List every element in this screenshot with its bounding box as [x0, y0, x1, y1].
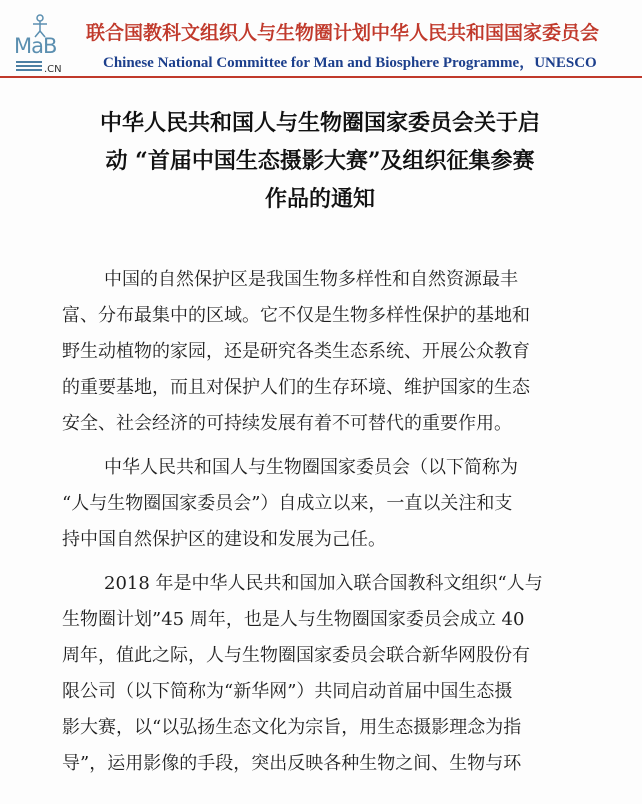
text-line: 生物圈计划”45 周年，也是人与生物圈国家委员会成立 40: [62, 609, 525, 630]
text-line: 持中国自然保护区的建设和发展为己任。: [62, 529, 386, 550]
text-line: 限公司（以下简称为“新华网”）共同启动首届中国生态摄: [62, 681, 513, 702]
title-line: 中华人民共和国人与生物圈国家委员会关于启: [99, 110, 540, 136]
paragraph-2: [62, 450, 592, 558]
text-line: 周年，值此之际，人与生物圈国家委员会联合新华网股份有: [62, 645, 530, 666]
text-line: 富、分布最集中的区域。它不仅是生物多样性保护的基地和: [62, 305, 530, 326]
text-line: 2018 年是中华人民共和国加入联合国教科文组织“人与: [104, 573, 543, 594]
notice-title: [40, 104, 600, 218]
text-line: 导”，运用影像的手段，突出反映各种生物之间、生物与环: [62, 753, 522, 774]
paragraph-3: [62, 566, 592, 782]
paragraph-1: [62, 262, 592, 442]
mab-logo: [6, 8, 68, 74]
text-line: 野生动植物的家园，还是研究各类生态系统、开展公众教育: [62, 341, 530, 362]
letterhead: [0, 0, 642, 80]
text-line: 中国的自然保护区是我国生物多样性和自然资源最丰: [104, 269, 518, 290]
org-name-english: Chinese National Committee for Man and Biosphere Programme，UNESCO: [103, 55, 597, 71]
letterhead-divider: [0, 76, 642, 78]
text-line: “人与生物圈国家委员会”）自成立以来，一直以关注和支: [62, 493, 513, 514]
logo-stripes: [16, 61, 42, 73]
text-line: 中华人民共和国人与生物圈国家委员会（以下简称为: [104, 457, 518, 478]
text-line: 影大赛，以“以弘扬生态文化为宗旨，用生态摄影理念为指: [62, 717, 522, 738]
title-line: 作品的通知: [264, 186, 375, 212]
notice-body: [62, 262, 592, 790]
logo-text: MaB: [14, 34, 57, 58]
title-line: 动 “首届中国生态摄影大赛”及组织征集参赛: [105, 148, 535, 174]
text-line: 的重要基地，而且对保护人们的生存环境、维护国家的生态: [62, 377, 530, 398]
org-name-chinese: 联合国教科文组织人与生物圈计划中华人民共和国国家委员会: [86, 22, 600, 44]
logo-suffix: .CN: [44, 64, 62, 75]
text-line: 安全、社会经济的可持续发展有着不可替代的重要作用。: [62, 413, 512, 434]
